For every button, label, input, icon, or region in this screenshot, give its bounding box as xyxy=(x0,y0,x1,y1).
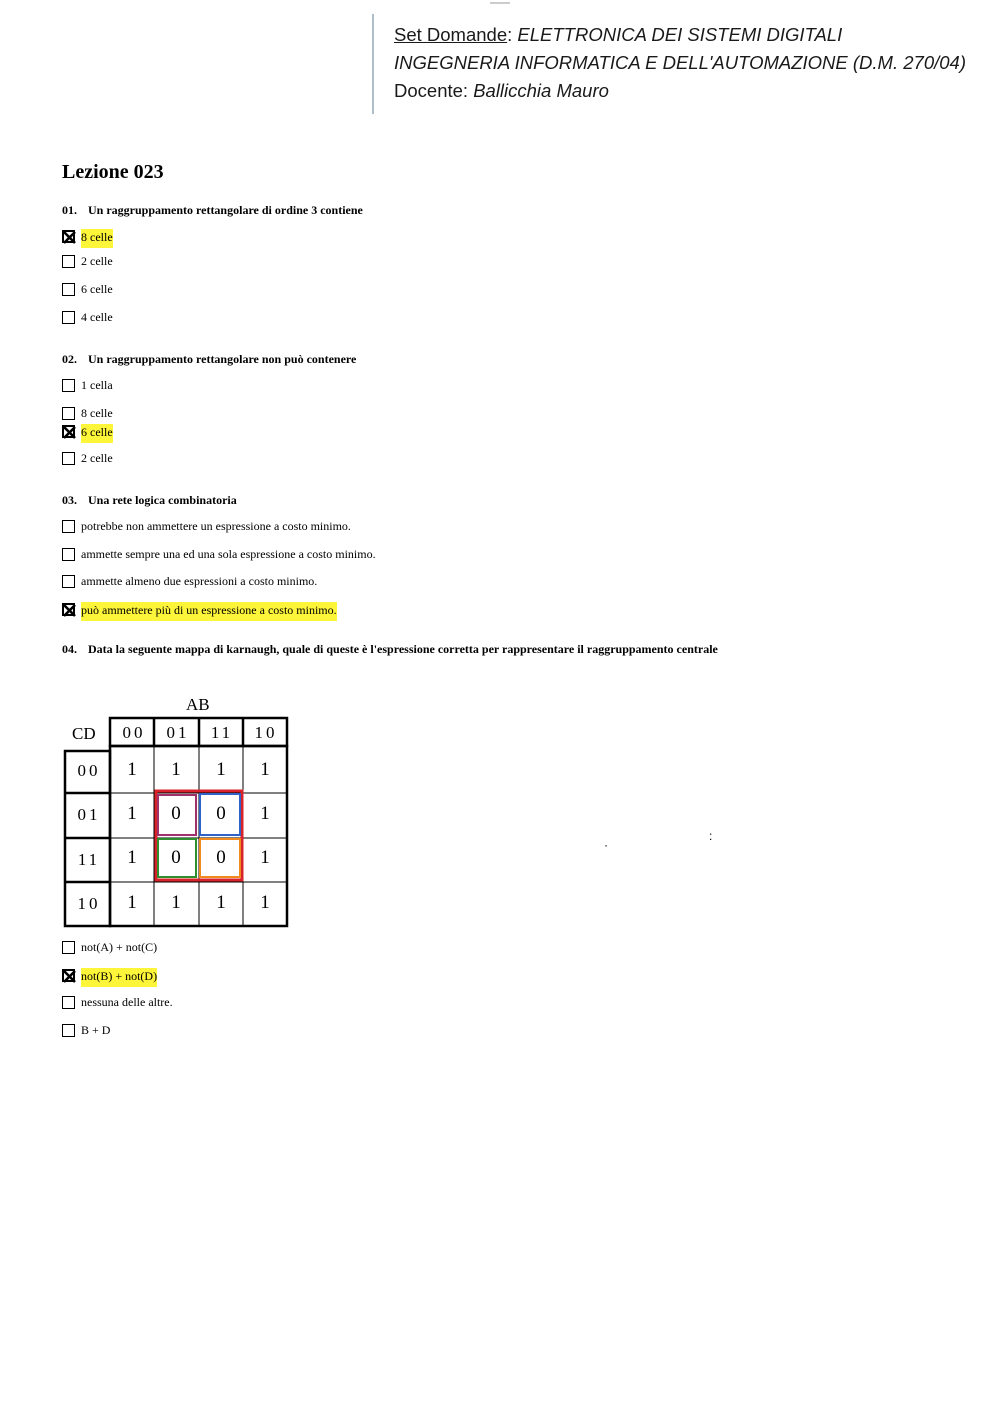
checkbox[interactable] xyxy=(62,311,75,324)
option-text: ammette sempre una ed una sola espressione a costo minimo. xyxy=(81,547,376,561)
question-3-title xyxy=(62,493,237,508)
option-text: 8 celle xyxy=(81,229,113,248)
question-number: 04. xyxy=(62,642,77,656)
checkbox[interactable] xyxy=(62,379,75,392)
map-cell: 0 xyxy=(216,803,226,824)
question-2-title xyxy=(62,352,356,367)
row-header: 11 xyxy=(77,850,101,869)
stray-mark: : xyxy=(709,829,713,843)
question-text: Un raggruppamento rettangolare di ordine 3 contiene xyxy=(88,203,363,217)
course-name: INGEGNERIA INFORMATICA E DELL'AUTOMAZIONE (D.M. 270/04) xyxy=(394,52,966,73)
option-text: 1 cella xyxy=(81,378,113,392)
question-text: Una rete logica combinatoria xyxy=(88,493,237,507)
option-text: 2 celle xyxy=(81,254,113,268)
set-label: Set Domande xyxy=(394,24,508,45)
checkbox[interactable] xyxy=(62,425,75,438)
checkbox[interactable] xyxy=(62,520,75,533)
stray-mark: · xyxy=(604,838,608,852)
checkbox[interactable] xyxy=(62,230,75,243)
question-4-title xyxy=(62,642,718,657)
row-header: 10 xyxy=(77,894,101,913)
map-cell: 0 xyxy=(171,847,181,868)
question-number: 03. xyxy=(62,493,77,507)
option-text: not(A) + not(C) xyxy=(81,940,158,954)
map-cell: 1 xyxy=(127,759,137,780)
map-cell: 1 xyxy=(260,892,270,913)
checkbox[interactable] xyxy=(62,283,75,296)
option-text: 8 celle xyxy=(81,406,113,420)
checkbox[interactable] xyxy=(62,996,75,1009)
map-cell: 1 xyxy=(216,892,226,913)
checkbox[interactable] xyxy=(62,575,75,588)
option-text: B + D xyxy=(81,1023,111,1037)
header-teacher-line xyxy=(394,80,609,102)
header-set-line: Set Domande: ELETTRONICA DEI SISTEMI DIGITALI xyxy=(394,24,843,45)
question-text: Data la seguente mappa di karnaugh, quale di queste è l'espressione corretta per rappresentare il raggruppamento centrale xyxy=(88,642,718,656)
column-variable-label: AB xyxy=(186,695,210,714)
checkbox[interactable] xyxy=(62,452,75,465)
lesson-title: Lezione 023 xyxy=(62,161,164,183)
question-1-title xyxy=(62,203,363,218)
map-cell: 1 xyxy=(127,847,137,868)
column-header: 11 xyxy=(210,723,234,742)
map-cell: 0 xyxy=(171,803,181,824)
header-course-line xyxy=(394,52,966,74)
row-header: 00 xyxy=(77,761,101,780)
map-cell: 1 xyxy=(127,892,137,913)
option-text: 4 celle xyxy=(81,310,113,324)
option-text: nessuna delle altre. xyxy=(81,995,173,1009)
column-header: 01 xyxy=(166,723,190,742)
teacher-name: Ballicchia Mauro xyxy=(473,80,609,101)
document-header xyxy=(372,14,994,114)
map-cell: 0 xyxy=(216,847,226,868)
checkbox[interactable] xyxy=(62,941,75,954)
map-cell: 1 xyxy=(260,759,270,780)
question-text: Un raggruppamento rettangolare non può contenere xyxy=(88,352,357,366)
top-mark xyxy=(490,2,510,4)
checkbox[interactable] xyxy=(62,1024,75,1037)
set-value: ELETTRONICA DEI SISTEMI DIGITALI xyxy=(517,24,843,45)
map-cell: 1 xyxy=(260,847,270,868)
karnaugh-map xyxy=(62,695,292,930)
column-header: 10 xyxy=(254,723,278,742)
map-cell: 1 xyxy=(171,759,181,780)
map-cell: 1 xyxy=(216,759,226,780)
column-header: 00 xyxy=(122,723,146,742)
question-number: 01. xyxy=(62,203,77,217)
teacher-label: Docente: xyxy=(394,80,469,101)
option-text: 2 celle xyxy=(81,451,113,465)
option-text: può ammettere più di un espressione a costo minimo. xyxy=(81,602,337,621)
checkbox[interactable] xyxy=(62,969,75,982)
option-text: ammette almeno due espressioni a costo minimo. xyxy=(81,574,318,588)
question-number: 02. xyxy=(62,352,77,366)
map-cell: 1 xyxy=(171,892,181,913)
checkbox[interactable] xyxy=(62,548,75,561)
checkbox[interactable] xyxy=(62,407,75,420)
option-text: not(B) + not(D) xyxy=(81,968,157,987)
option-text: 6 celle xyxy=(81,424,113,443)
map-cell: 1 xyxy=(260,803,270,824)
checkbox[interactable] xyxy=(62,603,75,616)
option-text: potrebbe non ammettere un espressione a costo minimo. xyxy=(81,519,351,533)
map-cell: 1 xyxy=(127,803,137,824)
row-header: 01 xyxy=(77,805,101,824)
checkbox[interactable] xyxy=(62,255,75,268)
row-variable-label: CD xyxy=(72,724,96,743)
option-text: 6 celle xyxy=(81,282,113,296)
